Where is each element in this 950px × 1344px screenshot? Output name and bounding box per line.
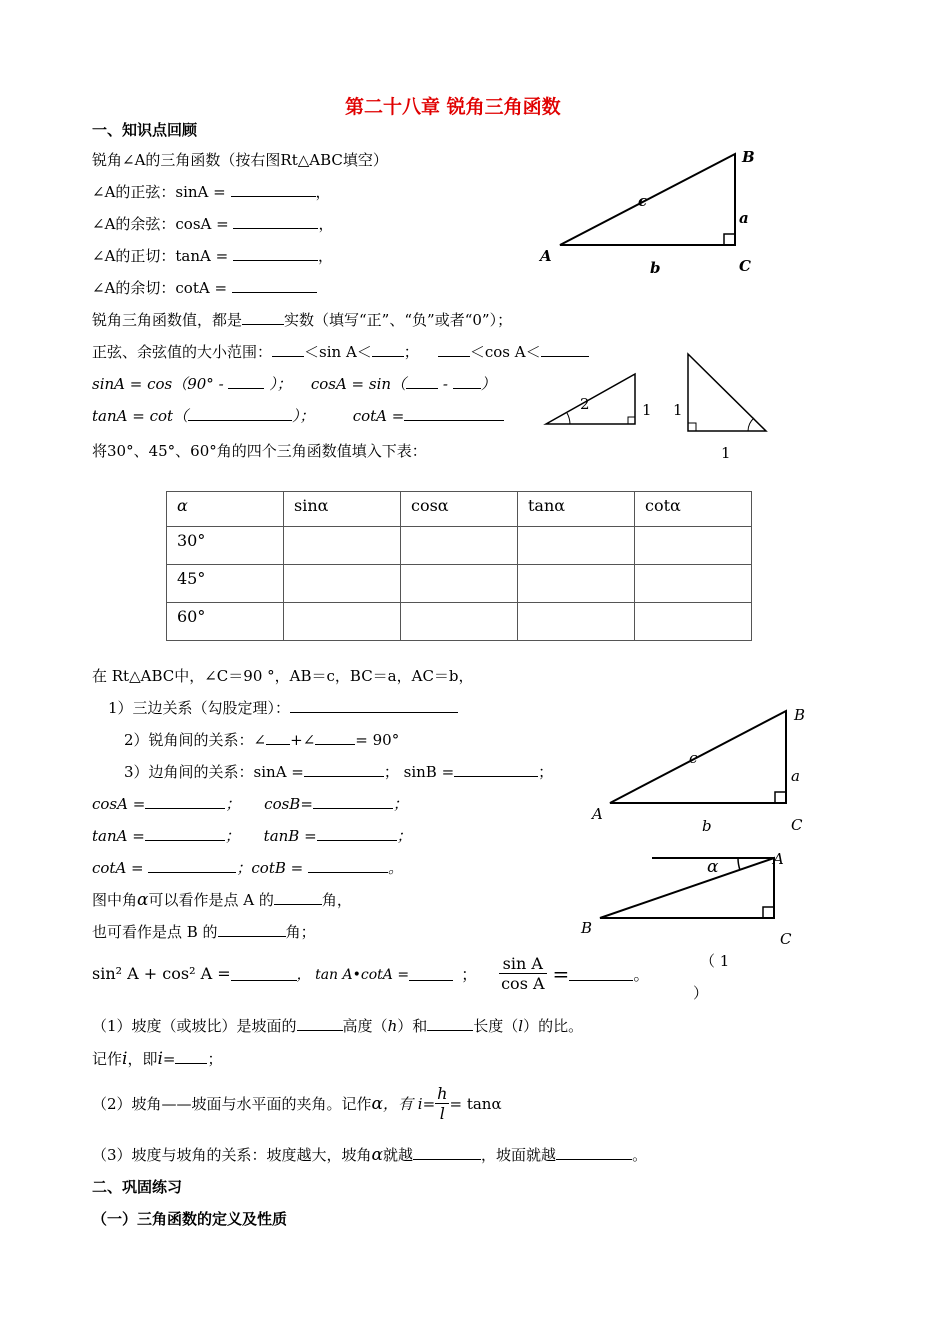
angle-view-text-a: 图中角	[92, 891, 138, 909]
tanA-semi: ；	[224, 827, 240, 845]
identity-line	[92, 954, 649, 993]
tangent-comma: ，	[317, 247, 333, 265]
angle-view-text-d: 角，	[321, 891, 352, 909]
subsection-heading-definitions: （一）三角函数的定义及性质	[92, 1210, 288, 1228]
table-cell[interactable]	[518, 603, 635, 641]
triangle-1-label-b: b	[650, 259, 661, 277]
triangle-3-label-A: A	[592, 805, 603, 823]
identity-pythag-text: sin² A + cos² A =	[92, 964, 231, 983]
slope-angle-alpha: α	[371, 1093, 384, 1114]
cosB-label: cosB=	[264, 795, 313, 813]
cofunction-blank-2[interactable]	[406, 374, 438, 389]
cosine-definition-line	[92, 214, 334, 234]
h-numerator: h	[437, 1084, 448, 1103]
triangle-4-label-C: C	[780, 930, 792, 948]
real-number-text-b: 实数（填写“正”、“负”或者“0”）；	[284, 311, 513, 329]
relation-3-line	[124, 762, 553, 782]
table-cell[interactable]	[284, 565, 401, 603]
relation-2-line	[124, 730, 399, 750]
range-text-b: ＜sin A＜	[304, 343, 372, 361]
angle-view-text-e: 也可看作是点 B 的	[92, 923, 218, 941]
cofunction-tan-text: tanA = cot（	[92, 407, 189, 425]
table-header-sin: sinα	[284, 492, 401, 527]
slope-relation-text-d: ，坡面就越	[481, 1146, 557, 1164]
table-cell[interactable]	[284, 603, 401, 641]
triangle-2a-shape	[546, 374, 635, 424]
sine-comma: ，	[315, 183, 331, 201]
cosine-comma: ，	[318, 215, 334, 233]
identity-semi: ；	[461, 965, 478, 984]
cofunction-blank-3[interactable]	[453, 374, 481, 389]
angle-view-alpha: α	[137, 890, 149, 910]
tangent-label: ∠A的正切：tanA =	[92, 247, 229, 265]
range-text-c: ；	[403, 343, 419, 361]
triangle-figure-3	[580, 700, 820, 840]
triangle-1-label-B: B	[742, 148, 755, 166]
cofunction-blank-1[interactable]	[228, 374, 264, 389]
relation-1-text: 1）三边关系（勾股定理）：	[108, 699, 291, 717]
triangle-4-shape	[600, 858, 774, 918]
cotangent-label: ∠A的余切：cotA =	[92, 279, 228, 297]
triangle-1-shape	[560, 154, 735, 245]
slope-notation-eq: =	[162, 1050, 176, 1068]
slope-relation-text-c: 就越	[383, 1146, 414, 1164]
cotA-label: cotA =	[92, 859, 149, 877]
identity-blank-1[interactable]	[231, 966, 297, 981]
relation-1-line	[108, 698, 458, 718]
triangle-4-right-angle	[763, 907, 774, 918]
relation-1-blank[interactable]	[290, 698, 458, 713]
angle-view-line-1	[92, 890, 352, 910]
slope-text-c: ）和	[397, 1017, 428, 1035]
slope-notation-end: ；	[207, 1050, 223, 1068]
slope-notation-i: i	[122, 1049, 128, 1069]
sine-label: ∠A的正弦：sinA =	[92, 183, 226, 201]
slope-notation-text-b: ，即	[127, 1050, 158, 1068]
relation-3-blank-2[interactable]	[454, 762, 538, 777]
tanB-blank[interactable]	[317, 826, 397, 841]
real-number-line	[92, 310, 512, 330]
cosB-blank[interactable]	[313, 794, 393, 809]
cofunction-line-1	[92, 374, 496, 394]
page-title: 第二十八章 锐角三角函数	[345, 96, 561, 118]
sine-blank[interactable]	[231, 182, 316, 197]
cot-period: 。	[388, 859, 404, 877]
paren-label-close: ）	[693, 984, 709, 1002]
cofunction-blank-4[interactable]	[188, 406, 292, 421]
cofunction-text-a: sinA = cos（90°	[92, 375, 214, 393]
triangle-1-right-angle	[724, 234, 735, 245]
slope-text-e: ）的比。	[523, 1017, 584, 1035]
relation-3-text-b: ； sinB =	[383, 763, 455, 781]
cosB-semi: ；	[392, 795, 408, 813]
range-blank-2[interactable]	[372, 342, 404, 357]
identity-blank-3[interactable]	[569, 966, 633, 981]
tanB-label: tanB =	[263, 827, 317, 845]
tanB-semi: ；	[396, 827, 412, 845]
cofunction-cot-text: cotA =	[352, 407, 405, 425]
cotA-blank[interactable]	[148, 858, 236, 873]
identity-tancot-text: ， tan A•cotA =	[296, 966, 410, 983]
table-cell[interactable]	[401, 565, 518, 603]
table-row-angle-30: 30°	[167, 527, 284, 565]
cosA-blank[interactable]	[145, 794, 225, 809]
triangle-1-label-a: a	[739, 209, 749, 227]
angle-view-line-2	[92, 922, 316, 942]
angle-view-blank-2[interactable]	[218, 922, 286, 937]
table-cell[interactable]	[401, 603, 518, 641]
table-cell[interactable]	[635, 603, 752, 641]
section-heading-review: 一、知识点回顾	[92, 121, 198, 139]
cofunction-text-c: ）；	[269, 375, 292, 393]
triangle-2b-shape	[688, 354, 766, 431]
slope-angle-text-a: （2）坡角——坡面与水平面的夹角。记作	[92, 1095, 372, 1113]
table-row	[167, 565, 752, 603]
range-blank-3[interactable]	[438, 342, 470, 357]
section-heading-practice: 二、巩固练习	[92, 1178, 183, 1196]
table-row-angle-60: 60°	[167, 603, 284, 641]
table-cell[interactable]	[284, 527, 401, 565]
real-number-text-a: 锐角三角函数值，都是	[92, 311, 243, 329]
slope-notation-text-a: 记作	[92, 1050, 123, 1068]
cosA-semi: ；	[225, 795, 241, 813]
cofunction-blank-5[interactable]	[404, 406, 504, 421]
tangent-definition-line	[92, 246, 333, 266]
trig-values-table	[166, 491, 752, 641]
table-row-angle-45: 45°	[167, 565, 284, 603]
triangle-3-label-a: a	[791, 767, 800, 785]
slope-angle-line	[92, 1084, 502, 1123]
slope-blank-2[interactable]	[427, 1016, 473, 1031]
triangle-2a-right-angle	[628, 417, 635, 424]
cofunction-minus-2: -	[442, 375, 448, 393]
identity-period: 。	[633, 965, 650, 984]
cos-relations-line	[92, 794, 408, 814]
cofunction-line-2	[92, 406, 504, 426]
relation-2-text-c: = 90°	[355, 731, 400, 749]
table-header-cos: cosα	[401, 492, 518, 527]
fill-table-instruction: 将30°、45°、60°角的四个三角函数值填入下表：	[92, 442, 427, 460]
slope-blank-1[interactable]	[297, 1016, 343, 1031]
triangle-figure-4	[570, 846, 810, 956]
slope-relation-blank-1[interactable]	[413, 1145, 481, 1160]
angle-view-blank-1[interactable]	[274, 890, 322, 905]
range-text-d: ＜cos A＜	[469, 343, 541, 361]
slope-angle-tan: = tanα	[449, 1094, 502, 1113]
identity-blank-2[interactable]	[409, 966, 453, 981]
triangle-2b-right-angle	[688, 423, 696, 431]
triangle-1-label-A: A	[540, 247, 552, 265]
slope-h: h	[387, 1017, 398, 1035]
h-over-l-fraction	[435, 1084, 449, 1123]
triangle-4-label-A: A	[773, 850, 784, 868]
slope-relation-text-a: （3）坡度与坡角的关系：坡度越大，坡角	[92, 1146, 372, 1164]
slope-relation-line	[92, 1145, 647, 1165]
fraction-denominator: cos A	[501, 974, 545, 993]
real-number-blank[interactable]	[242, 310, 284, 325]
slope-notation-i2: i	[157, 1049, 163, 1069]
cotB-label: ；cotB =	[236, 859, 308, 877]
slope-text-d: 长度（	[473, 1017, 519, 1035]
triangle-1-label-C: C	[739, 257, 751, 275]
relation-2-text-b: +∠	[290, 731, 316, 749]
cosA-label: cosA =	[92, 795, 146, 813]
cot-relations-line	[92, 858, 403, 878]
table-header-alpha: α	[167, 492, 284, 527]
triangle-4-angle-arc	[738, 858, 740, 870]
triangle-3-label-B: B	[794, 706, 806, 724]
table-header-tan: tanα	[518, 492, 635, 527]
triangle-3-label-C: C	[791, 816, 803, 834]
triangle-2b-label-1-left: 1	[673, 401, 683, 419]
angle-view-text-c: 可以看作是点 A 的	[148, 891, 274, 909]
triangle-2a-label-1: 1	[642, 401, 652, 419]
slope-notation-line	[92, 1049, 223, 1069]
slope-relation-blank-2[interactable]	[556, 1145, 632, 1160]
triangle-figure-2	[540, 348, 780, 463]
relation-2-blank-2[interactable]	[315, 730, 355, 745]
fraction-numerator: sin A	[499, 954, 546, 974]
table-cell[interactable]	[635, 527, 752, 565]
cofunction-minus-1: -	[218, 375, 224, 393]
table-row	[167, 603, 752, 641]
slope-text-b: 高度（	[342, 1017, 388, 1035]
identity-equals: =	[552, 961, 570, 986]
cosine-label: ∠A的余弦：cosA =	[92, 215, 229, 233]
triangle-4-label-alpha: α	[707, 857, 719, 877]
tangent-blank[interactable]	[233, 246, 318, 261]
triangle-2a-angle-arc	[567, 413, 570, 424]
cofunction-text-f: ）	[480, 375, 496, 393]
relation-3-text-c: ；	[538, 763, 554, 781]
triangle-2b-angle-arc	[748, 418, 754, 431]
l-denominator: l	[439, 1104, 445, 1123]
paren-label-open: （ 1	[700, 952, 730, 970]
triangle-2b-label-1-bottom: 1	[721, 444, 731, 462]
cotangent-definition-line	[92, 278, 317, 298]
slope-relation-alpha: α	[371, 1145, 384, 1165]
cosine-blank[interactable]	[233, 214, 318, 229]
tanA-blank[interactable]	[145, 826, 225, 841]
cofunction-text-d: cosA = sin（	[310, 375, 407, 393]
slope-definition-line	[92, 1016, 583, 1036]
table-header-row	[167, 492, 752, 527]
triangle-3-shape	[610, 711, 786, 803]
triangle-4-label-B: B	[581, 919, 593, 937]
tan-relations-line	[92, 826, 412, 846]
range-line	[92, 342, 589, 362]
cotangent-blank[interactable]	[232, 278, 317, 293]
intro-line: 锐角∠A的三角函数（按右图Rt△ABC填空）	[92, 151, 388, 169]
triangle-2a-label-2: 2	[580, 395, 590, 413]
cotB-blank[interactable]	[308, 858, 388, 873]
slope-notation-blank[interactable]	[175, 1049, 207, 1064]
table-row	[167, 527, 752, 565]
triangle-3-label-c: c	[689, 749, 698, 767]
slope-angle-text-c: ，有 i=	[383, 1095, 436, 1113]
sine-definition-line	[92, 182, 331, 202]
table-cell[interactable]	[635, 565, 752, 603]
tanA-label: tanA =	[92, 827, 145, 845]
angle-view-text-f: 角；	[285, 923, 316, 941]
relation-3-text-a: 3）边角间的关系：sinA =	[124, 763, 304, 781]
table-header-cot: cotα	[635, 492, 752, 527]
triangle-3-right-angle	[775, 792, 786, 803]
range-blank-1[interactable]	[272, 342, 304, 357]
right-triangle-statement: 在 Rt△ABC中，∠C＝90 °，AB＝c，BC＝a，AC＝b，	[92, 667, 474, 685]
cofunction-tan-end: ）；	[292, 407, 315, 425]
triangle-figure-1	[530, 140, 790, 280]
relation-2-text-a: 2）锐角间的关系：∠	[124, 731, 267, 749]
relation-3-blank-1[interactable]	[304, 762, 384, 777]
range-text-a: 正弦、余弦值的大小范围：	[92, 343, 273, 361]
table-cell[interactable]	[518, 527, 635, 565]
triangle-1-label-c: c	[638, 192, 648, 210]
sin-over-cos-fraction	[499, 954, 546, 993]
slope-l: l	[518, 1017, 524, 1035]
triangle-3-label-b: b	[702, 817, 712, 835]
slope-text-a: （1）坡度（或坡比）是坡面的	[92, 1017, 297, 1035]
slope-relation-text-e: 。	[632, 1146, 648, 1164]
table-cell[interactable]	[518, 565, 635, 603]
table-cell[interactable]	[401, 527, 518, 565]
relation-2-blank-1[interactable]	[266, 730, 290, 745]
